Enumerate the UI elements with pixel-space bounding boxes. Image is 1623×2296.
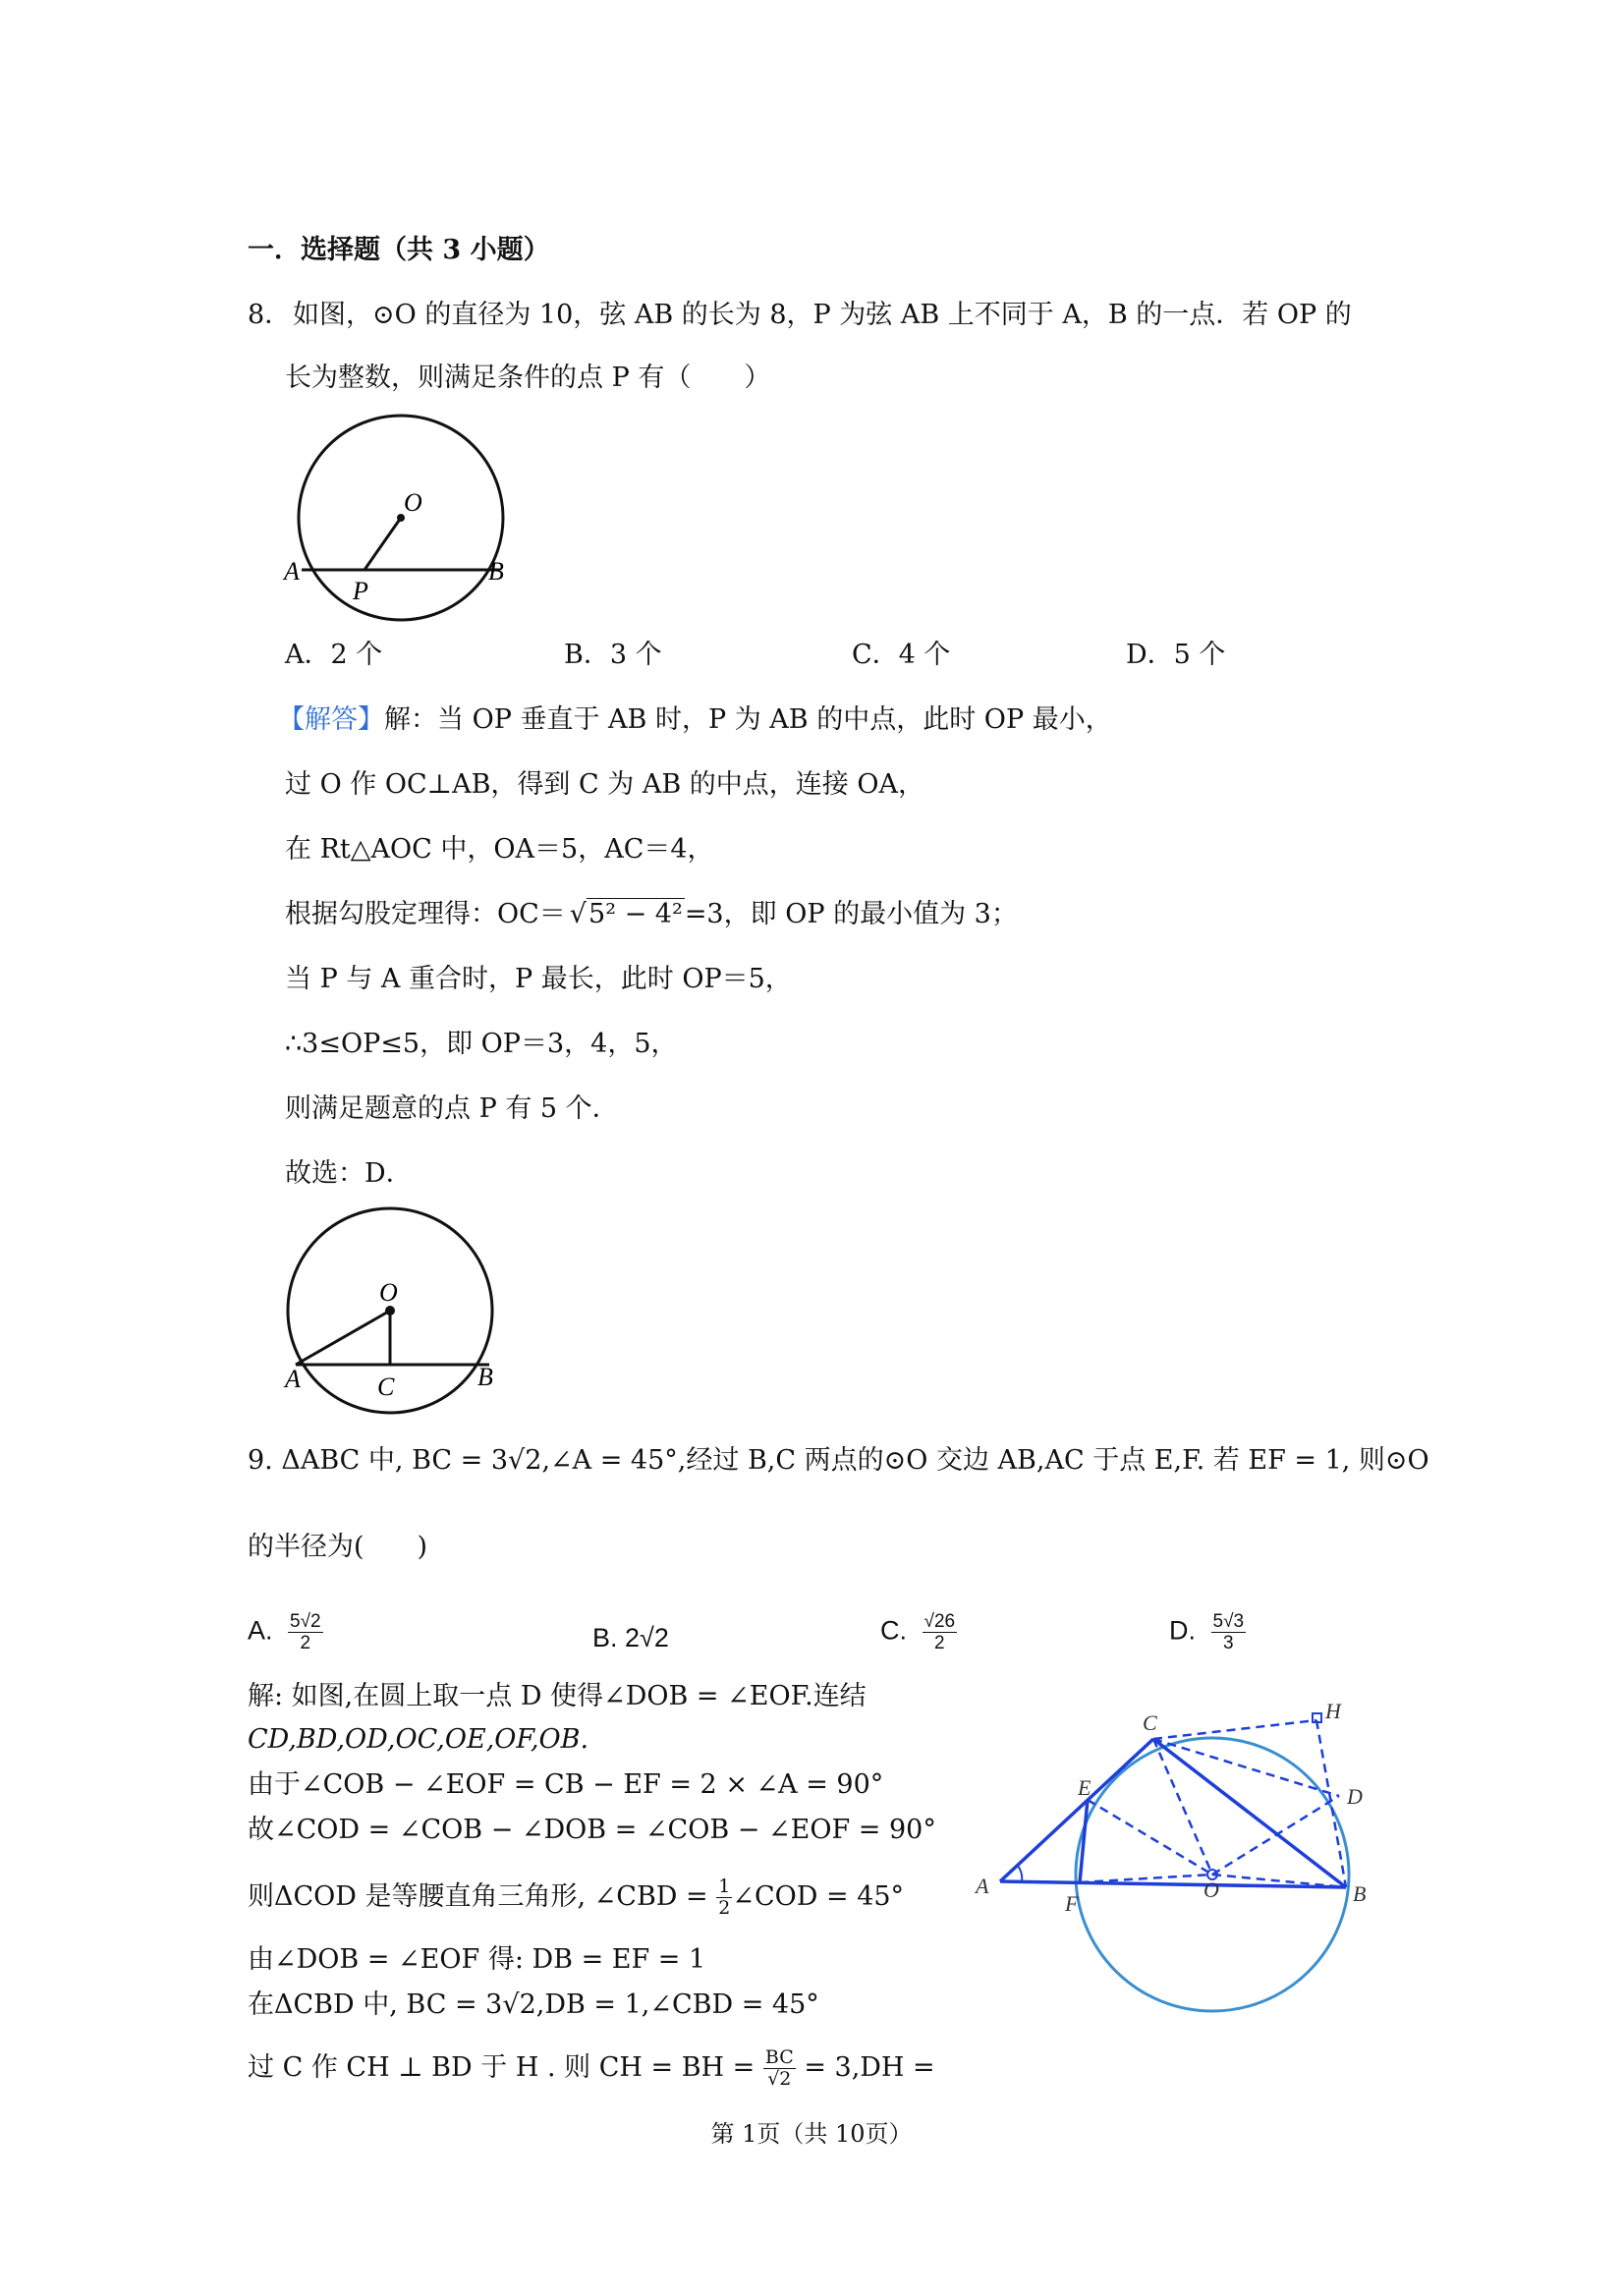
q8-number: 8． [248,300,292,330]
q9-solution-line8: 过 C 作 CH ⊥ BD 于 H . 则 CH = BH = $\frac{BC}{√2}$ = 3,DH = [248,2046,935,2090]
label-f: F [1065,1891,1079,1916]
q8-option-c: C．4 个 [852,640,951,670]
segment-op [364,518,401,570]
q8-solution-line3: 在 Rt△AOC 中，OA＝5，AC＝4， [285,834,714,865]
q8-solution-line2: 过 O 作 OC⊥AB，得到 C 为 AB 的中点，连接 OA， [285,769,924,800]
q9-solution-line1: 解: 如图,在圆上取一点 D 使得∠DOB = ∠EOF.连结 [248,1681,867,1711]
q9-option-d: D. $\frac{5√3}{3}$ [1169,1611,1245,1653]
q9-solution-line2: CD,BD,OD,OC,OE,OF,OB. [248,1724,589,1755]
page-footer: 第 1页（共 10页） [710,2120,913,2148]
segment-od [1212,1796,1339,1875]
label-a: A [285,1365,301,1393]
q9-option-c: C. $\frac{√26}{2}$ [880,1611,956,1653]
q9-solution-line5: 则ΔCOD 是等腰直角三角形, ∠CBD = $\frac{1}{2}$ ∠COD = 45° [248,1876,905,1919]
label-c: C [377,1372,395,1401]
q8-solution-line5: 当 P 与 A 重合时，P 最长，此时 OP＝5， [285,964,792,994]
label-b: B [477,1363,493,1391]
label-c: C [1143,1710,1157,1735]
q9-option-b: B. 2√2 [592,1623,669,1652]
q9-solution-figure [968,1699,1380,1999]
q8-solution-line4: 根据勾股定理得：OC＝ √5² − 4²=3，即 OP 的最小值为 3； [285,899,1018,929]
section-title: 一．选择题（共 3 小题） [248,235,550,265]
q9-stem-line2: 的半径为( ) [248,1532,428,1562]
q8-option-b: B．3 个 [564,640,662,670]
label-e: E [1078,1775,1091,1800]
answer-tag: 【解答】 [278,704,384,735]
q8-stem-line2: 长为整数，则满足条件的点 P 有（ ） [285,363,771,393]
q8-stem-line1: 如图，⊙O 的直径为 10，弦 AB 的长为 8，P 为弦 AB 上不同于 A，B 的一点．若 OP 的 [293,300,1352,330]
q8-figure-circle-chord [280,413,516,609]
q9-option-a: A. $\frac{5√2}{2}$ [248,1611,321,1653]
q8-solution-figure [279,1201,515,1407]
q9-solution-line4: 故∠COD = ∠COB − ∠DOB = ∠COB − ∠EOF = 90° [248,1815,936,1845]
label-b: B [1353,1881,1367,1906]
label-b: B [488,557,504,586]
segment-hb [1316,1720,1346,1887]
q8-solution-line8: 故选：D． [285,1158,413,1189]
segment-oa [296,1311,390,1365]
q9-stem-line1: 9. ΔABC 中, BC = 3√2,∠A = 45°,经过 B,C 两点的⊙O 交边 AB,AC 于点 E,F. 若 EF = 1, 则⊙O [248,1445,1429,1476]
segment-ch [1153,1720,1316,1739]
segment-cb [1153,1739,1346,1887]
q8-solution-line7: 则满足题意的点 P 有 5 个． [285,1093,619,1124]
q8-solution-line6: ∴3≤OP≤5，即 OP＝3，4，5， [285,1029,678,1059]
segment-oe [1088,1800,1212,1875]
label-a: A [976,1874,989,1898]
label-o: O [1203,1877,1219,1902]
q8-solution-line1: 【解答】解：当 OP 垂直于 AB 时，P 为 AB 的中点，此时 OP 最小， [278,704,1112,735]
q9-solution-line6: 由∠DOB = ∠EOF 得: DB = EF = 1 [248,1944,706,1975]
segment-cd [1153,1739,1339,1796]
angle-a-arc [1018,1866,1022,1881]
q9-solution-line7: 在ΔCBD 中, BC = 3√2,DB = 1,∠CBD = 45° [248,1989,819,2020]
label-h: H [1325,1699,1341,1723]
q8-option-a: A．2 个 [285,640,383,670]
label-a: A [284,557,300,586]
segment-oc [1153,1739,1212,1875]
q9-solution-line3: 由于∠COB − ∠EOF = CB − EF = 2 × ∠A = 90° [248,1769,884,1800]
label-o: O [379,1278,398,1307]
label-p: P [353,577,368,605]
label-d: D [1347,1784,1363,1809]
segment-of [1080,1875,1212,1882]
label-o: O [404,488,422,517]
sqrt-expression: 5² − 4² [588,899,683,929]
center-point [385,1306,395,1316]
q8-option-d: D．5 个 [1126,640,1226,670]
